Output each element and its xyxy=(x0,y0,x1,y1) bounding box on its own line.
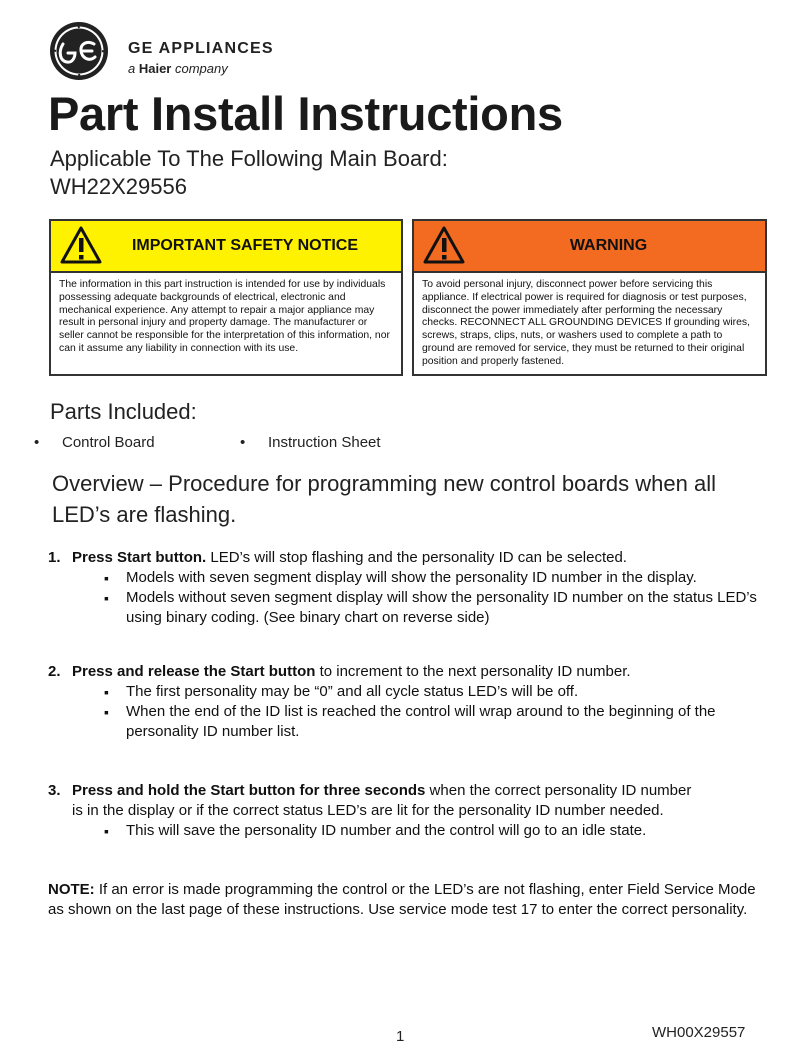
list-item: ▪ Models with seven segment display will show the personality ID number in the display. xyxy=(48,568,768,588)
brand-subtitle: a Haier company xyxy=(128,61,228,76)
step-3: 3. Press and hold the Start button for three seconds when the correct personality ID number is in the display or if the correct status LED’s are lit for the personality ID number needed. ▪ This will save the personality ID number and the control will go to an idle state. xyxy=(48,781,768,841)
ge-monogram-icon xyxy=(48,20,110,82)
list-item: • Instruction Sheet xyxy=(240,434,381,451)
safety-notice-header xyxy=(51,221,401,271)
safety-notice-body: The information in this part instruction is intended for use by individuals possessing adequate backgrounds of electrical, electronic and mechanical experience. Any attempt to repair a major appliance may result in personal injury and property damage. The manufacturer or seller cannot be responsible for the interpretation of this information, nor can it assume any liability in connection with its use. xyxy=(51,271,401,362)
parts-heading: Parts Included: xyxy=(50,399,197,424)
overview-heading: Overview – Procedure for programming new control boards when all LED’s are flashing. xyxy=(52,471,716,527)
page-number: 1 xyxy=(396,1028,405,1045)
subtitle-board-number: WH22X29556 xyxy=(50,174,187,199)
subtitle-applicable: Applicable To The Following Main Board: xyxy=(50,146,448,171)
step-1: 1. Press Start button. LED’s will stop flashing and the personality ID can be selected. ▪ Models with seven segment display will show the personality ID number in the display. ▪ Models without seven segment display will show the personality ID number on the status LED’s using binary coding. (See binary chart on reverse side) xyxy=(48,548,768,628)
page-title: Part Install Instructions xyxy=(48,87,563,140)
warning-notice-heading: WARNING xyxy=(569,237,648,254)
list-item: ▪ The first personality may be “0” and all cycle status LED’s will be off. xyxy=(48,682,768,702)
list-item: ▪ Models without seven segment display will show the personality ID number on the status LED’s using binary coding. (See binary chart on reverse side) xyxy=(48,588,768,628)
warning-triangle-icon xyxy=(59,225,103,265)
list-item: • Control Board xyxy=(34,434,155,451)
warning-triangle-icon xyxy=(422,225,466,265)
list-item: ▪ This will save the personality ID number and the control will go to an idle state. xyxy=(48,821,768,841)
list-item: ▪ When the end of the ID list is reached the control will wrap around to the beginning of the personality ID number list. xyxy=(48,702,768,742)
warning-notice-body: To avoid personal injury, disconnect power before servicing this appliance. If electrical power is required for diagnosis or test purposes, disconnect the power immediately after performing the necessary checks. RECONNECT ALL GROUNDING DEVICES If grounding wires, screws, straps, clips, nuts, or washers used to complete a path to ground are removed for service, they must be returned to their original position and properly fastened. xyxy=(414,271,765,375)
safety-notice-box xyxy=(49,219,403,376)
bullet-icon: • xyxy=(34,434,40,451)
bullet-icon: • xyxy=(240,434,246,451)
warning-notice-header xyxy=(414,221,765,271)
safety-notice-heading: IMPORTANT SAFETY NOTICE xyxy=(131,237,359,254)
step-2: 2. Press and release the Start button to increment to the next personality ID number. ▪ The first personality may be “0” and all cycle status LED’s will be off. ▪ When the end of the ID list is reached the control will wrap around to the beginning of the personality ID number list. xyxy=(48,662,768,742)
note-paragraph: NOTE: If an error is made programming the control or the LED’s are not flashing, enter Field Service Mode as shown on the last page of these instructions. Use service mode test 17 to enter the correct personality. xyxy=(48,881,756,918)
document-code: WH00X29557 xyxy=(652,1024,746,1041)
warning-notice-box xyxy=(412,219,767,376)
brand-name: GE APPLIANCES xyxy=(128,40,274,57)
